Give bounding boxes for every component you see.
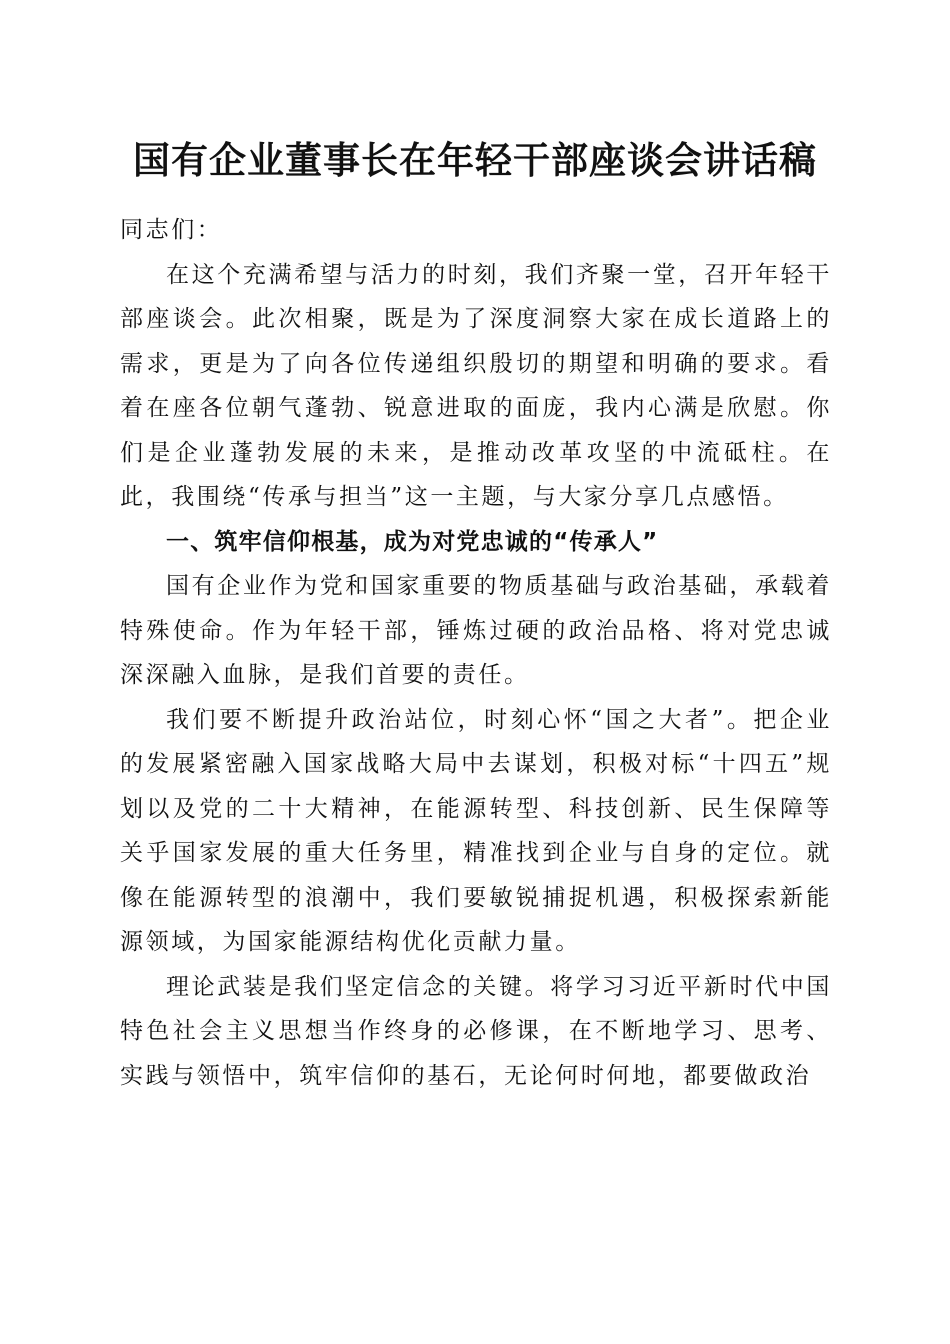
paragraph: 国有企业作为党和国家重要的物质基础与政治基础，承载着特殊使命。作为年轻干部，锤炼过硬的政治品格、将对党忠诚深深融入血脉，是我们首要的责任。 xyxy=(120,573,832,688)
salutation: 同志们： xyxy=(120,217,223,243)
paragraph: 理论武装是我们坚定信念的关键。将学习习近平新时代中国特色社会主义思想当作终身的必修课，在不断地学习、思考、实践与领悟中，筑牢信仰的基石，无论何时何地，都要做政治 xyxy=(120,973,832,1089)
paragraph: 我们要不断提升政治站位，时刻心怀“国之大者”。把企业的发展紧密融入国家战略大局中去谋划，积极对标“十四五”规划以及党的二十大精神，在能源转型、科技创新、民生保障等关乎国家发展的重大任务里，精准找到企业与自身的定位。就像在能源转型的浪潮中，我们要敏锐捕捉机遇，积极探索新能源领域，为国家能源结构优化贡献力量。 xyxy=(120,706,832,955)
section-heading-1: 一、筑牢信仰根基，成为对党忠诚的“传承人” xyxy=(166,528,659,555)
paragraph-intro: 在这个充满希望与活力的时刻，我们齐聚一堂，召开年轻干部座谈会。此次相聚，既是为了深度洞察大家在成长道路上的需求，更是为了向各位传递组织殷切的期望和明确的要求。看着在座各位朝气蓬勃、锐意进取的面庞，我内心满是欣慰。你们是企业蓬勃发展的未来，是推动改革攻坚的中流砥柱。在此，我围绕“传承与担当”这一主题，与大家分享几点感悟。 xyxy=(120,261,832,510)
document-body xyxy=(120,208,832,1098)
document-title: 国有企业董事长在年轻干部座谈会讲话稿 xyxy=(133,138,817,182)
